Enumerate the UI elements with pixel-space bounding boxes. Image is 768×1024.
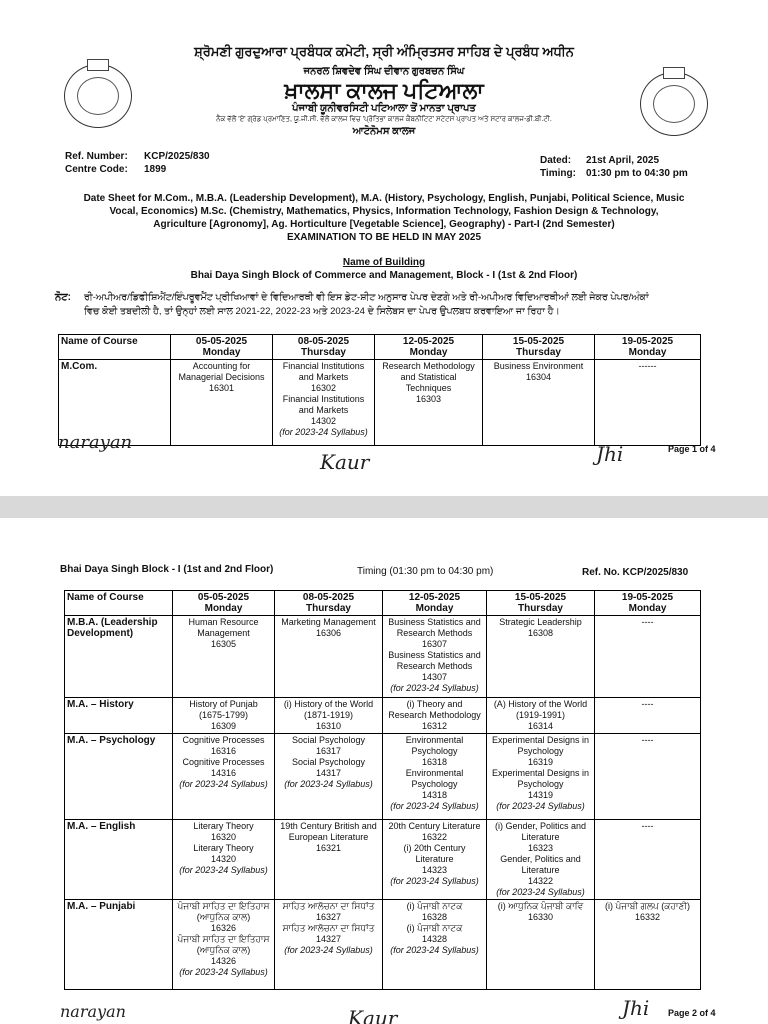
paper-line: Strategic Leadership [499,617,582,627]
paper-line: and Statistical [400,372,457,382]
paper-line: Cognitive Processes [182,757,265,767]
document-page-1 [0,0,768,496]
paper-cell [487,734,595,820]
datesheet-title-line-3: Agriculture [Agronomy], Ag. Horticulture [Vegetable Science], Geography) - Part-I (2nd Semester) [153,219,615,230]
paper-cell [171,360,273,446]
paper-line: 14317 [315,768,342,778]
paper-cell [487,698,595,734]
paper-line: (for 2023-24 Syllabus) [284,945,373,955]
managing-committee-line: ਸ਼੍ਰੋਮਣੀ ਗੁਰਦੁਆਰਾ ਪ੍ਰਬੰਧਕ ਕਮੇਟੀ, ਸ੍ਰੀ ਅੰਮ੍ਰਿਤਸਰ ਸਾਹਿਬ ਦੇ ਪ੍ਰਬੰਧ ਅਧੀਨ [194,44,574,59]
paper-line: and Markets [298,405,349,415]
paper-cell [595,360,701,446]
paper-line: History of Punjab [189,699,258,709]
paper-line: Literature [415,854,454,864]
paper-line: 14322 [527,876,554,886]
paper-line: (i) ਪੰਜਾਬੀ ਨਾਟਕ [406,901,463,911]
paper-line: 16328 [421,912,448,922]
course-name: M.A. – Psychology [65,734,173,820]
paper-line: (for 2023-24 Syllabus) [179,967,268,977]
paper-line: (1675-1799) [198,710,249,720]
paper-line: ਪੰਜਾਬੀ ਸਾਹਿਤ ਦਾ ਇਤਿਹਾਸ [177,934,270,944]
dated-value: 21st April, 2025 [586,155,660,166]
paper-cell [487,820,595,900]
paper-cell [173,820,275,900]
paper-cell [595,698,701,734]
paper-line: 16327 [315,912,342,922]
paper-line: Techniques [405,383,452,393]
autonomous-label: ਆਟੋਨੋਮਸ ਕਾਲਜ [352,126,416,137]
course-name: M.B.A. (Leadership Development) [65,616,173,698]
course-header: Name of Course [65,591,173,616]
course-name: M.A. – History [65,698,173,734]
paper-cell [383,698,487,734]
paper-cell [595,616,701,698]
paper-line: Psychology [517,746,564,756]
paper-line: (ਆਧੁਨਿਕ ਕਾਲ) [196,945,251,955]
paper-line: Literary Theory [193,843,254,853]
paper-cell [383,900,487,990]
paper-line: Research Methodology [382,361,475,371]
paper-line: 16319 [527,757,554,767]
paper-line: 16309 [210,721,237,731]
table-row [65,616,701,698]
ref-number: Ref. No. KCP/2025/830 [582,567,689,578]
paper-line: 14327 [315,934,342,944]
paper-line: 14328 [421,934,448,944]
building-label: Name of Building [342,257,426,268]
paper-line: Business Environment [493,361,584,371]
paper-line: (for 2023-24 Syllabus) [390,801,479,811]
dated-label: Dated: [540,155,572,166]
paper-cell [275,698,383,734]
paper-line: 16321 [315,843,342,853]
paper-line: European Literature [288,832,369,842]
paper-line: 14319 [527,790,554,800]
signature-left: narayan [60,1002,126,1021]
datesheet-table-page-2 [64,590,701,990]
paper-line: (ਆਧੁਨਿਕ ਕਾਲ) [196,912,251,922]
paper-line: ---- [641,821,654,831]
paper-cell [383,616,487,698]
paper-line: Literary Theory [193,821,254,831]
paper-cell [383,820,487,900]
paper-line: (for 2023-24 Syllabus) [279,427,368,437]
paper-line: 16304 [525,372,552,382]
paper-line: ਸਾਹਿਤ ਆਲੋਚਨਾ ਦਾ ਸਿਧਾਂਤ [282,923,375,933]
paper-line: 16322 [421,832,448,842]
paper-line: 16301 [208,383,235,393]
paper-line: 16305 [210,639,237,649]
paper-line: ------ [638,361,657,371]
paper-line: Business Statistics and [388,650,481,660]
signature-right: Jhi [622,996,650,1020]
note-label: ਨੋਟ: [55,292,71,303]
paper-line: 14316 [210,768,237,778]
building-name: Bhai Daya Singh Block of Commerce and Management, Block - I (1st & 2nd Floor) [190,270,578,281]
paper-line: Marketing Management [281,617,376,627]
paper-cell [273,360,375,446]
note-line-1: ਰੀ-ਅਪੀਅਰ/ਡਿਫੀਸ਼ਿਐਂਟ/ਇੰਪਰੂਵਮੈਂਟ ਪ੍ਰੀਖਿਆਵਾਂ ਦੇ ਵਿਦਿਆਰਥੀ ਵੀ ਇਸ ਡੇਟ-ਸ਼ੀਟ ਅਨੁਸਾਰ ਪੇਪਰ ਦੇਣਗੇ ਅਤੇ ਰੀ-ਅਪੀਅਰ ਵਿਦਿਆਰਥੀਆਂ ਲਈ ਜੇਕਰ ਪੇਪਰ/ਅੰਕਾਂ [84,292,649,303]
paper-line: (i) History of the World [283,699,374,709]
founder-line: ਜਨਰਲ ਸ਼ਿਵਦੇਵ ਸਿੰਘ ਦੀਵਾਨ ਗੁਰਬਚਨ ਸਿੰਘ [303,66,465,77]
paper-line: (for 2023-24 Syllabus) [390,945,479,955]
paper-line: ਪੰਜਾਬੀ ਸਾਹਿਤ ਦਾ ਇਤਿਹਾਸ [177,901,270,911]
paper-line: (i) 20th Century [403,843,466,853]
paper-line: Psychology [517,779,564,789]
paper-line: Environmental [405,735,464,745]
paper-line: (for 2023-24 Syllabus) [390,876,479,886]
paper-line: 16317 [315,746,342,756]
paper-line: 16316 [210,746,237,756]
paper-line: Research Methods [396,661,473,671]
signature-left: narayan [58,432,133,453]
paper-line: Psychology [411,746,458,756]
course-header: Name of Course [59,335,171,360]
date-header: 05-05-2025 Monday [173,591,275,616]
paper-cell [173,698,275,734]
paper-line: Literature [521,832,560,842]
paper-line: and Markets [298,372,349,382]
paper-line: ---- [641,617,654,627]
paper-line: Management [197,628,250,638]
paper-line: 16318 [421,757,448,767]
course-name: M.A. – Punjabi [65,900,173,990]
paper-line: 16303 [415,394,442,404]
paper-cell [275,616,383,698]
paper-line: 14302 [310,416,337,426]
document-page-2 [0,518,768,1024]
paper-line: Social Psychology [291,757,366,767]
datesheet-table-page-1 [58,334,701,446]
paper-line: 14323 [421,865,448,875]
timing-value: 01:30 pm to 04:30 pm [586,168,688,179]
paper-line: ਸਾਹਿਤ ਆਲੋਚਨਾ ਦਾ ਸਿਧਾਂਤ [282,901,375,911]
paper-line: Experimental Designs in [491,768,590,778]
paper-line: (for 2023-24 Syllabus) [390,683,479,693]
paper-cell [487,900,595,990]
paper-line: Business Statistics and [388,617,481,627]
paper-line: 16306 [315,628,342,638]
date-header: 12-05-2025 Monday [383,591,487,616]
paper-line: (i) Theory and [406,699,463,709]
paper-line: Psychology [411,779,458,789]
signature-center: Kaur [320,450,370,474]
paper-cell [383,734,487,820]
timing-text: Timing (01:30 pm to 04:30 pm) [357,566,494,577]
paper-cell [173,900,275,990]
date-header: 05-05-2025 Monday [171,335,273,360]
paper-line: (for 2023-24 Syllabus) [496,887,585,897]
paper-line: (i) ਪੰਜਾਬੀ ਗਲਪ (ਕਹਾਣੀ) [604,901,691,911]
paper-line: (i) Gender, Politics and [494,821,587,831]
paper-line: 19th Century British and [280,821,377,831]
paper-line: (1871-1919) [303,710,354,720]
paper-cell [487,616,595,698]
date-header: 19-05-2025 Monday [595,591,701,616]
paper-line: Literature [521,865,560,875]
date-header: 08-05-2025 Thursday [275,591,383,616]
paper-line: 16332 [634,912,661,922]
paper-line: (for 2023-24 Syllabus) [284,779,373,789]
page-separator [0,496,768,518]
paper-line: 16314 [527,721,554,731]
paper-line: 16326 [210,923,237,933]
paper-line: 20th Century Literature [388,821,481,831]
ref-value: KCP/2025/830 [144,151,210,162]
course-name: M.A. – English [65,820,173,900]
paper-cell [173,616,275,698]
paper-cell [375,360,483,446]
paper-line: 14318 [421,790,448,800]
centre-code-label: Centre Code: [65,164,128,175]
paper-line: Research Methodology [388,710,481,720]
timing-label: Timing: [540,168,576,179]
paper-line: ---- [641,735,654,745]
page-number: Page 2 of 4 [668,1008,716,1018]
paper-line: Financial Institutions [282,361,365,371]
datesheet-title-line-4: EXAMINATION TO BE HELD IN MAY 2025 [286,232,482,243]
paper-line: Social Psychology [291,735,366,745]
date-header: 15-05-2025 Thursday [483,335,595,360]
date-header: 08-05-2025 Thursday [273,335,375,360]
block-name: Bhai Daya Singh Block - I (1st and 2nd Floor) [60,564,274,575]
paper-line: 16307 [421,639,448,649]
paper-cell [595,900,701,990]
paper-cell [595,820,701,900]
course-name: M.Com. [59,360,171,446]
centre-code-value: 1899 [144,164,167,175]
datesheet-title-line-2: Vocal, Economics) M.Sc. (Chemistry, Mathematics, Physics, Information Technology, Fashion Design & Technology, [109,206,659,217]
paper-line: 16320 [210,832,237,842]
paper-line: Research Methods [396,628,473,638]
table-row [59,360,701,446]
accreditation-line: ਨੈਕ ਵੱਲੋਂ 'ਏ' ਗ੍ਰੇਡ ਪ੍ਰਮਾਣਿਤ, ਯੂ.ਜੀ.ਸੀ. ਵੱਲੋਂ ਕਾਲਜ ਵਿਚ 'ਪ੍ਰੋਤਿਭਾ ਕਾਲਜ ਕੈਬਨੀਟਿਟ' ਸਟੇਟਸ ਪ੍ਰਾਪਤ ਅਤੇ ਸਟਾਰ ਕਾਲਜ-ਡੀ.ਬੀ.ਟੀ. [216,116,552,123]
paper-line: ---- [641,699,654,709]
table-row [65,820,701,900]
table-row [65,900,701,990]
date-header: 12-05-2025 Monday [375,335,483,360]
paper-cell [275,820,383,900]
page-number: Page 1 of 4 [668,444,716,454]
ref-label: Ref. Number: [65,151,128,162]
paper-cell [483,360,595,446]
date-header: 15-05-2025 Thursday [487,591,595,616]
paper-line: Gender, Politics and [500,854,581,864]
signature-right: Jhi [596,442,624,466]
paper-line: (1919-1991) [515,710,566,720]
paper-line: 14307 [421,672,448,682]
table-header-row [59,335,701,360]
table-row [65,734,701,820]
paper-line: (for 2023-24 Syllabus) [179,779,268,789]
paper-line: (A) History of the World [493,699,588,709]
table-row [65,698,701,734]
paper-cell [275,734,383,820]
paper-line: Environmental [405,768,464,778]
signature-center: Kaur [348,1006,398,1024]
date-header: 19-05-2025 Monday [595,335,701,360]
paper-line: 16302 [310,383,337,393]
paper-line: 16323 [527,843,554,853]
paper-line: Cognitive Processes [182,735,265,745]
college-name: ਖ਼ਾਲਸਾ ਕਾਲਜ ਪਟਿਆਲਾ [284,78,484,103]
paper-line: Accounting for [192,361,251,371]
note-line-2: ਵਿਚ ਕੋਈ ਤਬਦੀਲੀ ਹੈ, ਤਾਂ ਉਨ੍ਹਾਂ ਲਈ ਸਾਲ 2021-22, 2022-23 ਅਤੇ 2023-24 ਦੇ ਸਿਲੇਬਸ ਦਾ ਪੇਪਰ ਉਪਲਬਧ ਕਰਵਾਇਆ ਜਾ ਰਿਹਾ ਹੈ। [84,306,560,317]
paper-line: Experimental Designs in [491,735,590,745]
paper-line: 16310 [315,721,342,731]
paper-line: Human Resource [188,617,259,627]
paper-line: (for 2023-24 Syllabus) [179,865,268,875]
affiliation-line: ਪੰਜਾਬੀ ਯੂਨੀਵਰਸਿਟੀ ਪਟਿਆਲਾ ਤੋਂ ਮਾਨਤਾ ਪ੍ਰਾਪਤ [292,103,476,114]
paper-line: (for 2023-24 Syllabus) [496,801,585,811]
table-header-row [65,591,701,616]
paper-line: 14320 [210,854,237,864]
paper-line: 16330 [527,912,554,922]
paper-line: Financial Institutions [282,394,365,404]
paper-line: 16312 [421,721,448,731]
paper-line: (i) ਆਧੁਨਿਕ ਪੰਜਾਬੀ ਕਾਵਿ [497,901,584,911]
paper-line: Managerial Decisions [178,372,265,382]
paper-line: (i) ਪੰਜਾਬੀ ਨਾਟਕ [406,923,463,933]
paper-line: 16308 [527,628,554,638]
paper-cell [173,734,275,820]
paper-line: 14326 [210,956,237,966]
paper-cell [275,900,383,990]
paper-cell [595,734,701,820]
datesheet-title-line-1: Date Sheet for M.Com., M.B.A. (Leadership Development), M.A. (History, Psychology, English, Punjabi, Political Science, Music [83,193,685,204]
